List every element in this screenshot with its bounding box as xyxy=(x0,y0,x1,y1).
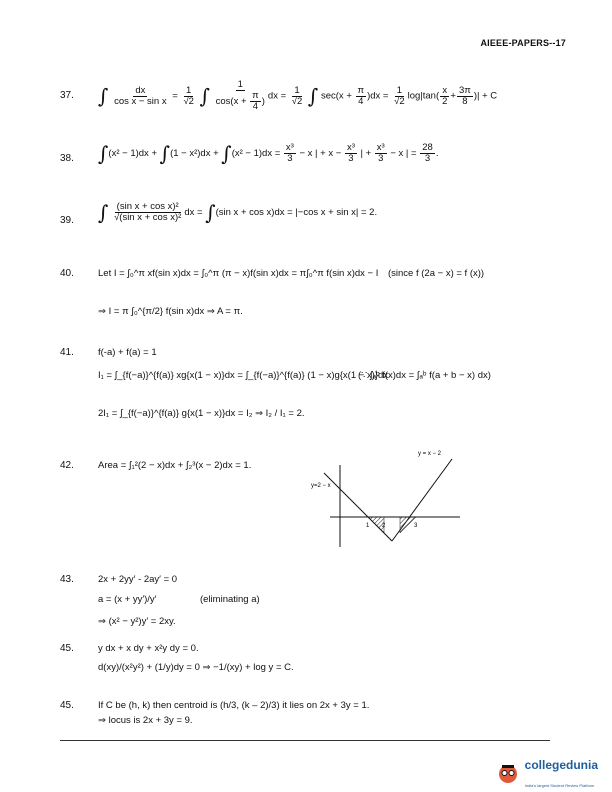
item-number: 37. xyxy=(60,90,74,101)
item-number: 45. xyxy=(60,643,74,654)
item-43-line2: a = (x + yy′)/y′ xyxy=(98,594,157,605)
item-number: 45. xyxy=(60,700,74,711)
item-41-line2: I₁ = ∫_{f(−a)}^{f(a)} xg{x(1 − x)}dx = ∫_{f(−a)}^{f(a)} (1 − x)g{x(1 − x)}dx xyxy=(98,370,389,381)
page-header: AIEEE-PAPERS--17 xyxy=(480,38,566,48)
item-number: 39. xyxy=(60,215,74,226)
item-45-line2: d(xy)/(x²y²) + (1/y)dy = 0 ⇒ −1/(xy) + log y = C. xyxy=(98,662,294,673)
item-39-equation: ∫ $\frac{\text{(sin x + cos x)²}}{\text{√(sin x + cos x)²}}$ dx = ∫(sin x + cos x)dx = |−cos x + sin x| = 2. xyxy=(98,200,378,225)
item-43-line1: 2x + 2yy′ - 2ay′ = 0 xyxy=(98,574,178,585)
tick-3: 3 xyxy=(414,523,418,529)
item-37-equation: ∫ $\frac{dx}{\text{cos x − sin x}}$ = $\frac{1}{√2}$ ∫ 1 cos(x + $\frac{\pi}{4}$ ) dx = $\frac{1}{√2}$ ∫ sec(x + $\frac{\pi}{4}$ )dx = $\frac{1}{√2}$ log|tan( $\frac{x}{2}$ + $\frac{3\pi}{8}$ )| + C xyxy=(98,79,498,112)
footer-rule xyxy=(60,740,550,741)
item-40-line2: ⇒ I = π ∫₀^{π/2} f(sin x)dx ⇒ A = π. xyxy=(98,306,243,317)
tick-2: 2 xyxy=(382,523,386,529)
item-43-note: (eliminating a) xyxy=(200,594,260,605)
tick-1: 1 xyxy=(366,523,370,529)
item-number: 38. xyxy=(60,153,74,164)
brand-logo[interactable] xyxy=(496,756,598,792)
brand-name: collegedunia xyxy=(524,758,598,772)
item-number: 41. xyxy=(60,347,74,358)
item-45b-line2: ⇒ locus is 2x + 3y = 9. xyxy=(98,715,193,726)
item-40-line1: Let I = ∫₀^π xf(sin x)dx = ∫₀^π (π − x)f(sin x)dx = π∫₀^π f(sin x)dx − I xyxy=(98,268,379,279)
label-y-2-minus-x: y=2 − x xyxy=(311,483,331,489)
item-38-equation: ∫(x² − 1)dx + ∫(1 − x²)dx + ∫(x² − 1)dx = $\frac{\text{x³}}{3}$ − x | + x − $\frac{\text{x³}}{3}$ | + $\frac{\text{x³}}{3}$ − x | = $\frac{28}{3}$ . xyxy=(98,141,439,166)
item-40-note: (since f (2a − x) = f (x)) xyxy=(388,268,485,279)
item-42-graph xyxy=(300,445,480,555)
brand-tagline: India's largest Student Review Platform xyxy=(524,783,595,788)
item-number: 43. xyxy=(60,574,74,585)
label-y-x-minus-2: y = x − 2 xyxy=(418,451,442,457)
item-41-line3: 2I₁ = ∫_{f(−a)}^{f(a)} g{x(1 − x)}dx = I₂ ⇒ I₂ / I₁ = 2. xyxy=(98,408,305,419)
item-41-line1: f(-a) + f(a) = 1 xyxy=(98,347,157,358)
item-number: 40. xyxy=(60,268,74,279)
item-45b-line1: If C be (h, k) then centroid is (h/3, (k – 2)/3) it lies on 2x + 3y = 1. xyxy=(98,700,370,711)
item-number: 42. xyxy=(60,460,74,471)
item-41-note: (∵ ∫ₐᵇ f(x)dx = ∫ₐᵇ f(a + b − x) dx) xyxy=(358,370,491,381)
item-42-equation: Area = ∫₁²(2 − x)dx + ∫₂³(x − 2)dx = 1. xyxy=(98,460,252,471)
item-45-line1: y dx + x dy + x²y dy = 0. xyxy=(98,643,199,654)
mascot-icon xyxy=(496,762,520,786)
item-43-line3: ⇒ (x² − y²)y′ = 2xy. xyxy=(98,616,176,627)
